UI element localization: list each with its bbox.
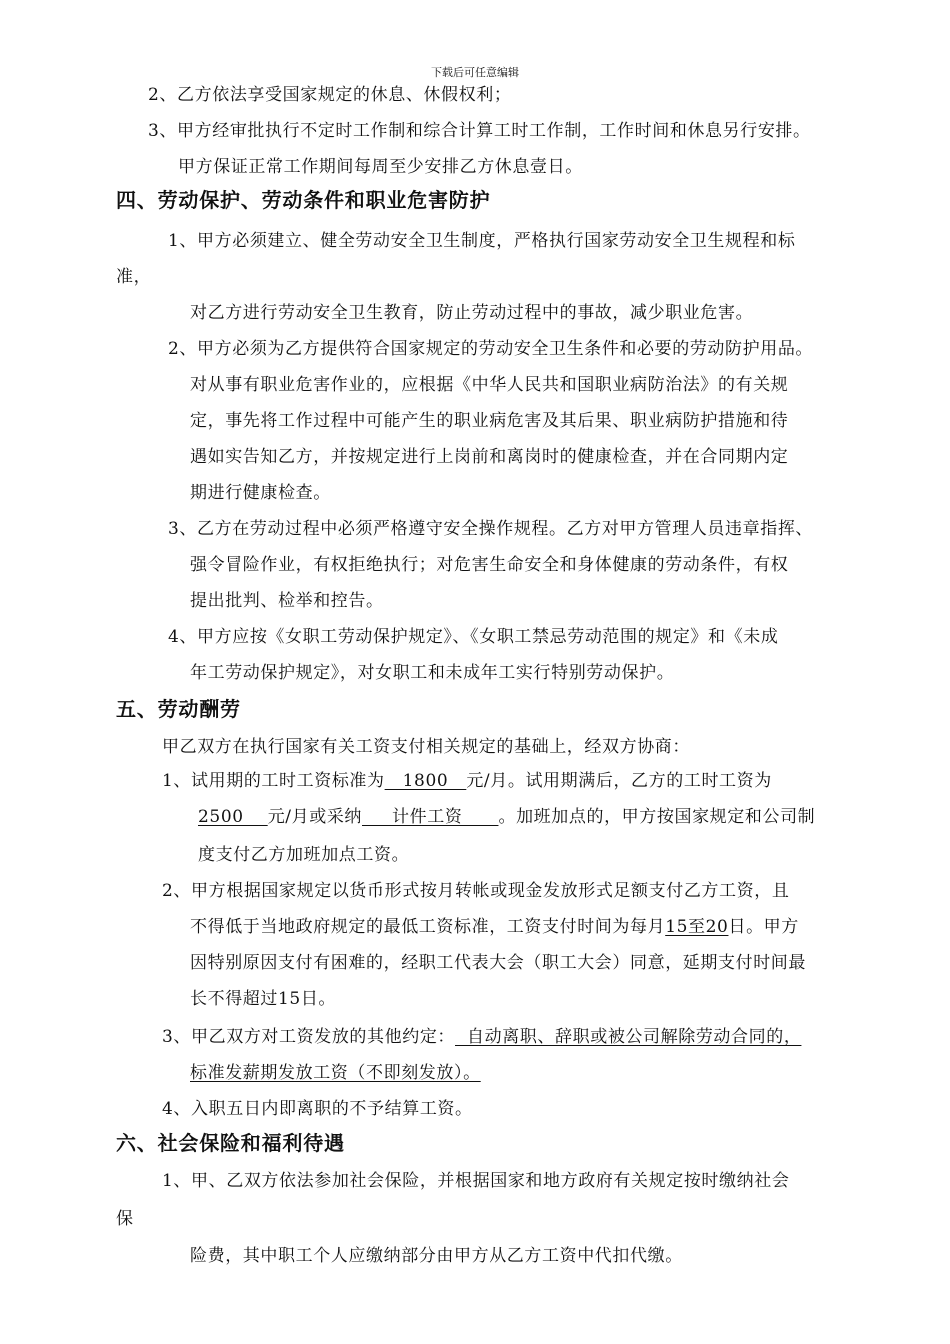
pay-item-2-text-a: 不得低于当地政府规定的最低工资标准，工资支付时间为每月 bbox=[190, 917, 666, 937]
section-6-heading: 六、社会保险和福利待遇 bbox=[116, 1131, 345, 1155]
pay-item-1-text-b: 元/月。试用期满后，乙方的工时工资为 bbox=[466, 771, 772, 791]
probation-wage-field: 1800 bbox=[384, 771, 467, 791]
pay-item-2-line-4: 长不得超过15日。 bbox=[190, 989, 337, 1009]
regular-wage-field: 2500 bbox=[198, 807, 268, 827]
insurance-item-1-line-3: 险费，其中职工个人应缴纳部分由甲方从乙方工资中代扣代缴。 bbox=[190, 1246, 683, 1266]
pay-item-3-line-2 bbox=[190, 1062, 481, 1084]
pay-item-2-line-1: 2、甲方根据国家规定以货币形式按月转帐或现金发放形式足额支付乙方工资，且 bbox=[162, 881, 790, 901]
pay-item-1-line-2 bbox=[198, 806, 815, 828]
protection-item-3-line-2: 强令冒险作业，有权拒绝执行；对危害生命安全和身体健康的劳动条件，有权 bbox=[190, 555, 789, 575]
pay-item-4: 4、入职五日内即离职的不予结算工资。 bbox=[162, 1099, 473, 1119]
protection-item-1-line-3: 对乙方进行劳动安全卫生教育，防止劳动过程中的事故，减少职业危害。 bbox=[190, 303, 754, 323]
pay-item-1-text-d: 。加班加点的，甲方按国家规定和公司制 bbox=[498, 807, 816, 827]
protection-item-2-line-1: 2、甲方必须为乙方提供符合国家规定的劳动安全卫生条件和必要的劳动防护用品。 bbox=[168, 339, 814, 359]
protection-item-4-line-2: 年工劳动保护规定》，对女职工和未成年工实行特别劳动保护。 bbox=[190, 663, 675, 683]
pay-item-2-line-3: 因特别原因支付有困难的，经职工代表大会（职工大会）同意，延期支付时间最 bbox=[190, 953, 806, 973]
rest-item-3-line-1: 3、甲方经审批执行不定时工作制和综合计算工时工作制，工作时间和休息另行安排。 bbox=[148, 121, 811, 141]
protection-item-1-line-2: 准， bbox=[116, 267, 152, 287]
pay-item-1-text-a: 1、试用期的工时工资标准为 bbox=[162, 771, 385, 791]
pay-item-3-line-1 bbox=[162, 1026, 801, 1048]
pay-day-field: 15至20 bbox=[665, 917, 729, 937]
piece-wage-field: 计件工资 bbox=[362, 807, 499, 827]
protection-item-3-line-3: 提出批判、检举和控告。 bbox=[190, 591, 384, 611]
other-agreement-field-1: 自动离职、辞职或被公司解除劳动合同的， bbox=[455, 1027, 802, 1047]
protection-item-4-line-1: 4、甲方应按《女职工劳动保护规定》、《女职工禁忌劳动范围的规定》和《未成 bbox=[168, 627, 779, 647]
pay-intro: 甲乙双方在执行国家有关工资支付相关规定的基础上，经双方协商： bbox=[162, 737, 690, 757]
other-agreement-field-2: 标准发薪期发放工资（不即刻发放）。 bbox=[190, 1063, 481, 1083]
page-header-note: 下载后可任意编辑 bbox=[431, 66, 519, 79]
pay-item-3-text-a: 3、甲乙双方对工资发放的其他约定： bbox=[162, 1027, 456, 1047]
protection-item-2-line-4: 遇如实告知乙方，并按规定进行上岗前和离岗时的健康检查，并在合同期内定 bbox=[190, 447, 789, 467]
pay-item-2-text-b: 日。甲方 bbox=[728, 917, 799, 937]
rest-item-2: 2、乙方依法享受国家规定的休息、休假权利； bbox=[148, 85, 512, 105]
insurance-item-1-line-1: 1、甲、乙双方依法参加社会保险，并根据国家和地方政府有关规定按时缴纳社会 bbox=[162, 1171, 790, 1191]
protection-item-2-line-2: 对从事有职业危害作业的，应根据《中华人民共和国职业病防治法》的有关规 bbox=[190, 375, 789, 395]
protection-item-2-line-5: 期进行健康检查。 bbox=[190, 483, 331, 503]
protection-item-1-line-1: 1、甲方必须建立、健全劳动安全卫生制度，严格执行国家劳动安全卫生规程和标 bbox=[168, 231, 796, 251]
protection-item-2-line-3: 定，事先将工作过程中可能产生的职业病危害及其后果、职业病防护措施和待 bbox=[190, 411, 789, 431]
pay-item-1-line-3: 度支付乙方加班加点工资。 bbox=[198, 845, 410, 865]
pay-item-2-line-2 bbox=[190, 916, 799, 938]
pay-item-1-text-c: 元/月或采纳 bbox=[267, 807, 363, 827]
rest-item-3-line-2: 甲方保证正常工作期间每周至少安排乙方休息壹日。 bbox=[178, 157, 583, 177]
insurance-item-1-line-2: 保 bbox=[116, 1209, 134, 1229]
section-4-heading: 四、劳动保护、劳动条件和职业危害防护 bbox=[116, 188, 491, 212]
pay-item-1-line-1 bbox=[162, 770, 772, 792]
section-5-heading: 五、劳动酬劳 bbox=[116, 697, 241, 721]
protection-item-3-line-1: 3、乙方在劳动过程中必须严格遵守安全操作规程。乙方对甲方管理人员违章指挥、 bbox=[168, 519, 814, 539]
